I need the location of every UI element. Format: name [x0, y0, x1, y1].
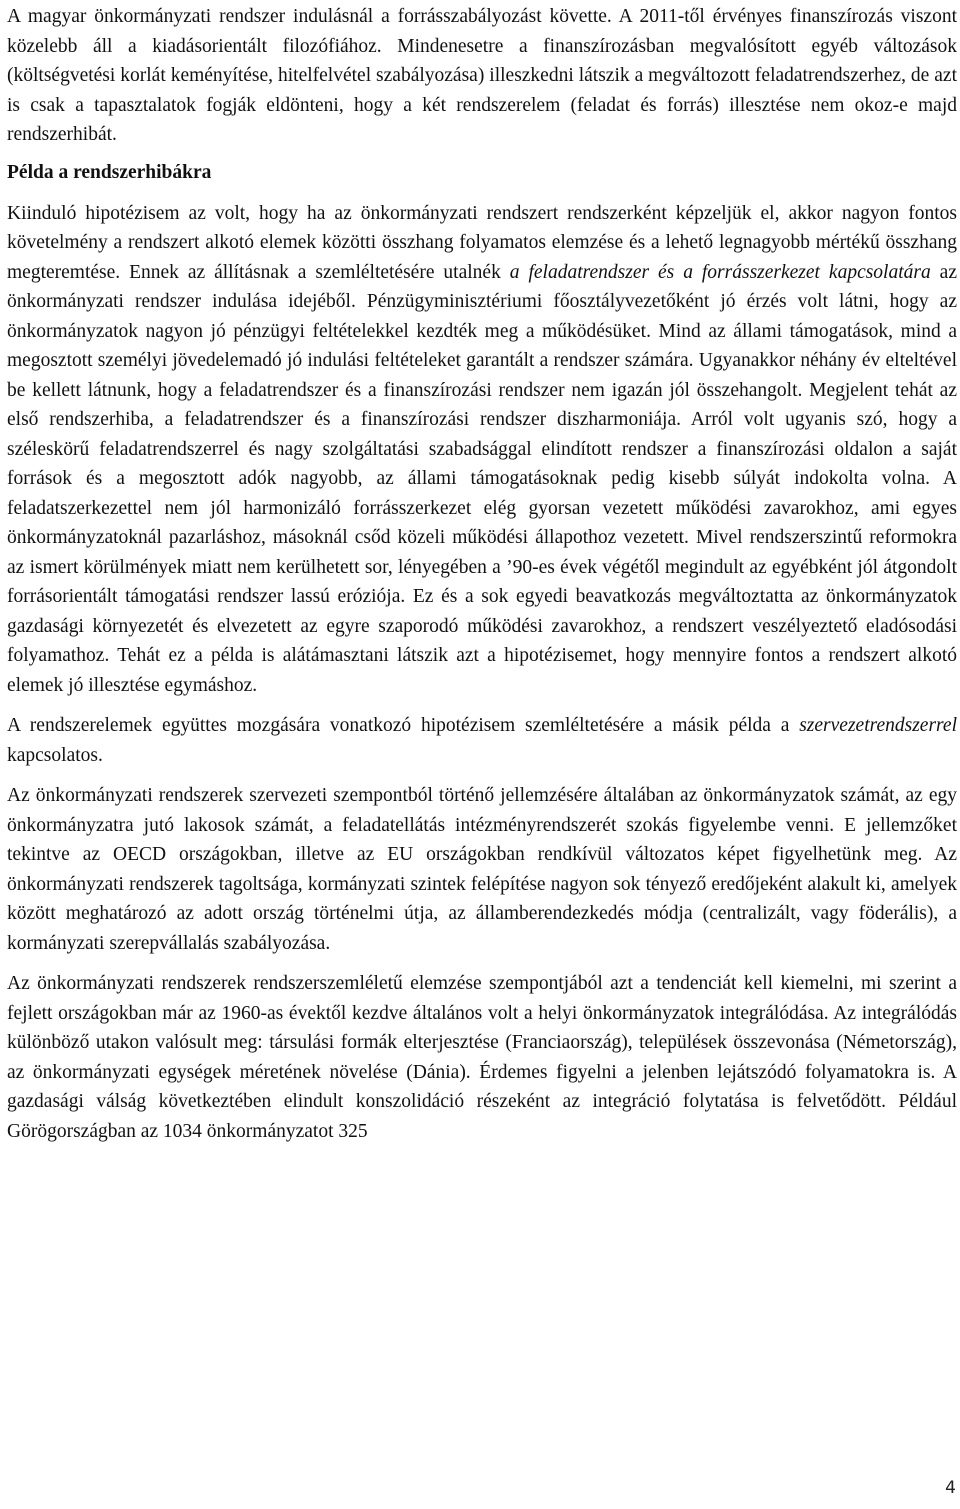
italic-phrase: a feladatrendszer és a forrásszerkezet kapcsolatára	[509, 261, 931, 283]
paragraph-intro: A magyar önkormányzati rendszer indulásnál a forrásszabályozást követte. A 2011-től érvényes finanszírozás viszont közelebb áll a kiadásorientált filozófiához. Mindenesetre a finanszírozásban megvalósított egyéb változások (költségvetési korlát keményítése, hitelfelvétel szabályozása) illeszkedni látszik a megváltozott feladatrendszerhez, de azt is csak a tapasztalatok fogják eldönteni, hogy a két rendszerelem (feladat és forrás) illesztése nem okoz-e majd rendszerhibát.	[7, 6, 957, 145]
paragraph-second-example	[7, 711, 957, 770]
section-heading: Példa a rendszerhibákra	[7, 161, 212, 183]
paragraph-text: az önkormányzati rendszer indulása idejéből. Pénzügyminisztériumi főosztályvezetőként jó érzés volt látni, hogy az önkormányzatok nagyon jó pénzügyi feltételekkel kezdték meg a működésüket. Mind az állami támogatások, mind a megosztott személyi jövedelemadó jó indulási feltételeket garantált a rendszer számára. Ugyanakkor néhány év elteltével be kellett látnunk, hogy a feladatrendszer és a finanszírozási rendszer nem igazán jól összehangolt. Megjelent tehát az első rendszerhiba, a feladatrendszer és a finanszírozási rendszer diszharmoniája. Arról volt ugyanis szó, hogy a széleskörű feladatrendszerrel és nagy szolgáltatási szabadsággal elindított rendszer a finanszírozási oldalon a saját források és a megosztott adók nagyobb, az állami támogatásoknak pedig kisebb súlyát indokolta volna. A feladatszerkezettel nem jól harmonizáló forrásszerkezet elég gyorsan vezetett működési zavarokhoz, ami egyes önkormányzatoknál pazarláshoz, másoknál csőd közeli működési állapothoz vezetett. Mivel rendszerszintű reformokra az ismert körülmények miatt nem kerülhetett sor, lényegében a ’90-es évek végétől megindult az egyébként jól átgondolt forrásorientált támogatási rendszer lassú eróziója. Ez és a sok egyedi beavatkozás megváltoztatta az önkormányzatok gazdasági környezetét és elvezetett az egyre szaporodó működési zavarokhoz, a rendszert veszélyeztető eladósodási folyamathoz. Tehát ez a példa is alátámasztani látszik azt a hipotézisemet, hogy mennyire fontos a rendszert alkotó elemek jó illesztése egymáshoz.	[7, 261, 957, 696]
paragraph-text: A rendszerelemek együttes mozgására vonatkozó hipotézisem szemléltetésére a másik példa a	[7, 715, 800, 736]
paragraph-text: kapcsolatos.	[7, 744, 103, 766]
paragraph-organization: Az önkormányzati rendszerek szervezeti szempontból történő jellemzésére általában az önkormányzatok számát, az egy önkormányzatra jutó lakosok számát, a feladatellátás intézményrendszerét szokás figyelembe venni. E jellemzőket tekintve az OECD országokban, illetve az EU országokban rendkívül változatos képet figyelhetünk meg. Az önkormányzati rendszerek tagoltsága, kormányzati szintek felépítése nagyon sok tényező eredőjeként alakult ki, amelyek között meghatározó az adott ország történelmi útja, az államberendezkedés módja (centralizált, vagy föderális), a kormányzati szerepvállalás szabályozása.	[7, 785, 957, 954]
document-page	[7, 2, 957, 1146]
italic-phrase: szervezetrendszerrel	[799, 715, 957, 736]
paragraph-text: Kiinduló hipotézisem az volt, hogy ha az önkormányzati rendszert rendszerként képzeljük el, akkor nagyon fontos követelmény a rendszert alkotó elemek közötti összhang folyamatos elemzése és a lehető legnagyobb mértékű összhang megteremtése. Ennek az állításnak a szemléltetésére utalnék	[7, 202, 957, 283]
paragraph-integration: Az önkormányzati rendszerek rendszerszemléletű elemzése szempontjából azt a tendenciát kell kiemelni, mi szerint a fejlett országokban már az 1960-as évektől kezdve általános volt a helyi önkormányzatok integrálódása. Az integrálódás különböző utakon valósult meg: társulási formák elterjesztése (Franciaország), települések összevonása (Németország), az önkormányzati egységek méretének növelése (Dánia). Érdemes figyelni a jelenben lejátszódó folyamatokra is. A gazdasági válság következtében elindult konszolidáció részeként az integráció folytatása is felvetődött. Például Görögországban az 1034 önkormányzatot 325	[7, 973, 957, 1142]
page-number: 4	[945, 1478, 956, 1498]
paragraph-hypothesis	[7, 199, 957, 701]
